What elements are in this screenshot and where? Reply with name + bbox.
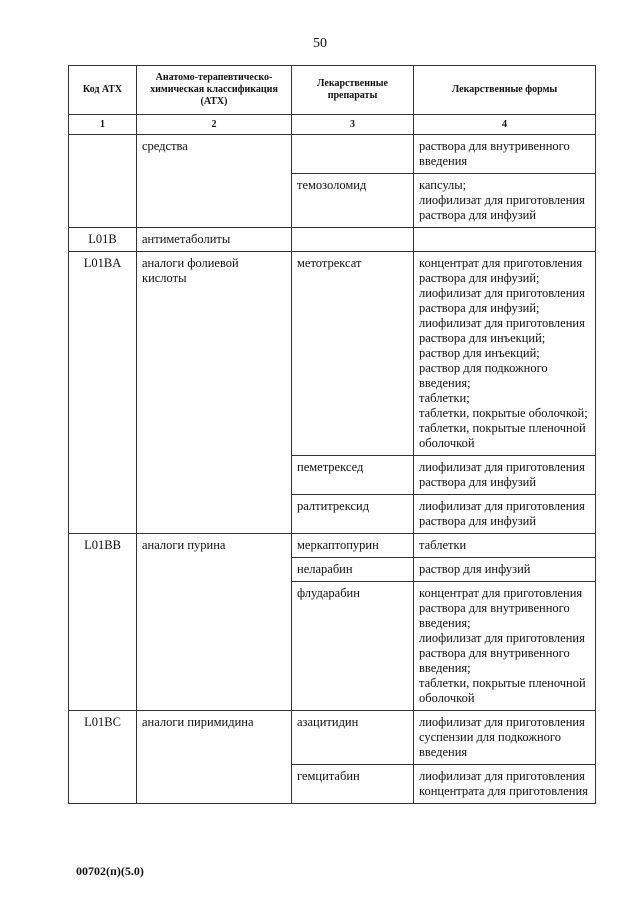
dosage-forms-cell: [414, 456, 596, 495]
table-row: [69, 174, 596, 228]
drug-name-cell: темозоломид: [292, 174, 414, 228]
column-number-row: [69, 115, 596, 135]
table-header-row: [69, 66, 596, 115]
table-row: [69, 252, 596, 456]
dosage-form: лиофилизат для приготовления раствора для внутривенного введения;: [419, 631, 585, 675]
dosage-form: таблетки;: [419, 391, 470, 405]
atc-class-cell: [137, 456, 292, 495]
drug-name-cell: пеметрексед: [292, 456, 414, 495]
table-row: [69, 765, 596, 804]
dosage-forms-cell: [414, 558, 596, 582]
atc-code-cell: [69, 765, 137, 804]
atc-code-cell: L01BA: [69, 252, 137, 456]
header-drugs: Лекарственные препараты: [292, 66, 414, 115]
atc-code-cell: [69, 456, 137, 495]
atc-class-cell: [137, 174, 292, 228]
drug-name-cell: азацитидин: [292, 711, 414, 765]
column-number: 2: [137, 115, 292, 135]
dosage-form: лиофилизат для приготовления раствора для инфузий: [419, 460, 585, 489]
drug-name-cell: [292, 228, 414, 252]
dosage-forms-cell: [414, 495, 596, 534]
atc-code-cell: [69, 558, 137, 582]
column-number: 1: [69, 115, 137, 135]
atc-code-cell: [69, 174, 137, 228]
dosage-forms-cell: [414, 135, 596, 174]
table-row: [69, 495, 596, 534]
column-number: 4: [414, 115, 596, 135]
dosage-form: концентрат для приготовления раствора для инфузий;: [419, 256, 583, 285]
drug-name-cell: гемцитабин: [292, 765, 414, 804]
table-row: [69, 456, 596, 495]
dosage-forms-cell: [414, 174, 596, 228]
drug-name-cell: неларабин: [292, 558, 414, 582]
table-row: [69, 228, 596, 252]
atc-class-cell: [137, 495, 292, 534]
atc-code-cell: L01BB: [69, 534, 137, 558]
atc-class-cell: [137, 582, 292, 711]
drug-table: [68, 65, 596, 804]
header-atc-classification: Анатомо-терапевтическо-химическая классификация (АТХ): [137, 66, 292, 115]
dosage-form: концентрат для приготовления раствора для внутривенного введения;: [419, 586, 583, 630]
atc-class-cell: аналоги пурина: [137, 534, 292, 558]
table-row: [69, 558, 596, 582]
header-dosage-forms: Лекарственные формы: [414, 66, 596, 115]
dosage-form: таблетки, покрытые пленочной оболочкой: [419, 421, 586, 450]
table-row: [69, 534, 596, 558]
dosage-form: таблетки, покрытые оболочкой;: [419, 406, 588, 420]
dosage-forms-cell: [414, 711, 596, 765]
atc-code-cell: [69, 135, 137, 174]
dosage-form: лиофилизат для приготовления концентрата для приготовления: [419, 769, 588, 798]
dosage-form: лиофилизат для приготовления раствора для инфузий: [419, 193, 585, 222]
atc-class-cell: [137, 765, 292, 804]
atc-code-cell: [69, 582, 137, 711]
atc-class-cell: аналоги фолиевой кислоты: [137, 252, 292, 456]
drug-name-cell: метотрексат: [292, 252, 414, 456]
dosage-forms-cell: [414, 765, 596, 804]
column-number: 3: [292, 115, 414, 135]
drug-name-cell: [292, 135, 414, 174]
table-row: [69, 135, 596, 174]
dosage-forms-cell: [414, 252, 596, 456]
dosage-form: капсулы;: [419, 178, 467, 192]
atc-code-cell: L01BC: [69, 711, 137, 765]
drug-name-cell: ралтитрексид: [292, 495, 414, 534]
atc-class-cell: [137, 558, 292, 582]
atc-code-cell: [69, 495, 137, 534]
dosage-form: раствор для инъекций;: [419, 346, 540, 360]
table-row: [69, 711, 596, 765]
page-number: 50: [313, 36, 327, 51]
atc-class-cell: средства: [137, 135, 292, 174]
dosage-form: лиофилизат для приготовления суспензии для подкожного введения: [419, 715, 585, 759]
dosage-form: раствора для внутривенного введения: [419, 139, 570, 168]
dosage-form: таблетки: [419, 538, 467, 552]
dosage-form: лиофилизат для приготовления раствора для инфузий;: [419, 286, 585, 315]
dosage-forms-cell: [414, 228, 596, 252]
atc-code-cell: L01B: [69, 228, 137, 252]
atc-class-cell: аналоги пиримидина: [137, 711, 292, 765]
dosage-forms-cell: [414, 582, 596, 711]
drug-name-cell: меркаптопурин: [292, 534, 414, 558]
dosage-form: таблетки, покрытые пленочной оболочкой: [419, 676, 586, 705]
dosage-form: раствор для подкожного введения;: [419, 361, 548, 390]
table-body: [69, 115, 596, 804]
dosage-form: лиофилизат для приготовления раствора для инъекций;: [419, 316, 585, 345]
drug-name-cell: флударабин: [292, 582, 414, 711]
table-row: [69, 582, 596, 711]
footer-code: 00702(п)(5.0): [76, 864, 144, 878]
atc-class-cell: антиметаболиты: [137, 228, 292, 252]
dosage-form: лиофилизат для приготовления раствора для инфузий: [419, 499, 585, 528]
dosage-forms-cell: [414, 534, 596, 558]
header-atc-code: Код АТХ: [69, 66, 137, 115]
dosage-form: раствор для инфузий: [419, 562, 531, 576]
